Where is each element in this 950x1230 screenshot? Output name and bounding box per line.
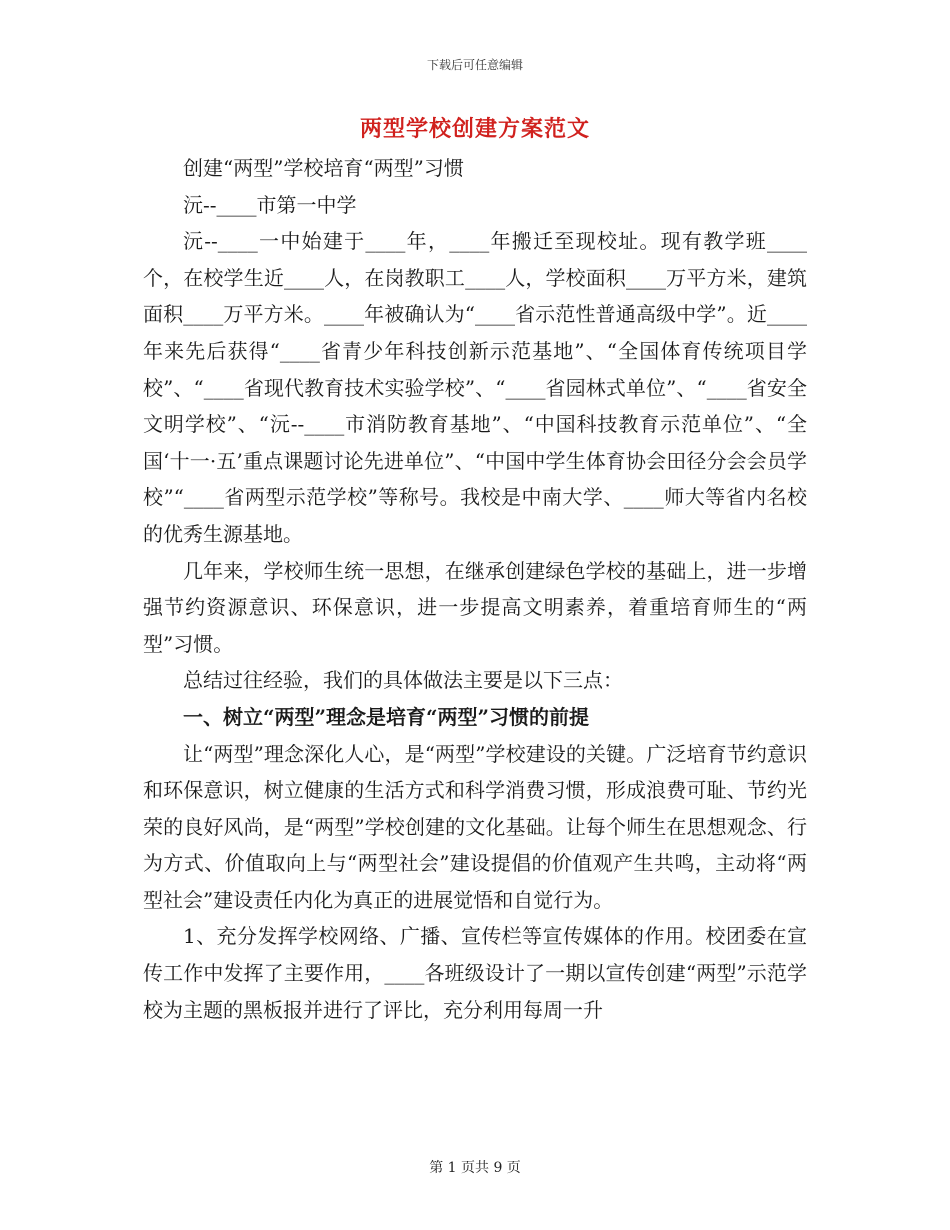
header-note: 下载后可任意编辑 [426,58,523,72]
paragraph-summary: 总结过往经验，我们的具体做法主要是以下三点： [183,668,623,693]
paragraph-school-name: 沅--____市第一中学 [183,192,357,217]
paragraph-subtitle: 创建“两型”学校培育“两型”习惯 [183,156,464,180]
paragraph-item-1: 1、充分发挥学校网络、广播、宣传栏等宣传媒体的作用。校团委在宣传工作中发挥了主要作用，____各班级设计了一期以宣传创建“两型”示范学校为主题的黑板报并进行了评比，充分利用每周一升 [143,924,807,1022]
paragraph-concept: 让“两型”理念深化人心，是“两型”学校建设的关键。广泛培育节约意识和环保意识，树立健康的生活方式和科学消费习惯，形成浪费可耻、节约光荣的良好风尚，是“两型”学校创建的文化基础。让每个师生在思想观念、行为方式、价值取向上与“两型社会”建设提倡的价值观产生共鸣，主动将“两型社会”建设责任内化为真正的进展觉悟和自觉行为。 [143,741,807,912]
paragraph-recent-years: 几年来，学校师生统一思想，在继承创建绿色学校的基础上，进一步增强节约资源意识、环保意识，进一步提高文明素养，着重培育师生的“两型”习惯。 [143,558,807,656]
paragraph-school-intro: 沅--____一中始建于____年，____年搬迁至现校址。现有教学班____个，在校学生近____人，在岗教职工____人，学校面积____万平方米，建筑面积____万平方米。____年被确认为“____省示范性普通高级中学”。近____年来先后获得“____省青少年科技创新示范基地”、“全国体育传统项目学校”、“____省现代教育技术实验学校”、“____省园林式单位”、“____省安全文明学校”、“沅--____市消防教育基地”、“中国科技教育示范单位”、“全国‘十一·五’重点课题讨论先进单位”、“中国中学生体育协会田径分会会员学校”“____省两型示范学校”等称号。我校是中南大学、____师大等省内名校的优秀生源基地。 [143,229,807,546]
section-heading-1: 一、树立“两型”理念是培育“两型”习惯的前提 [183,704,590,729]
page-footer: 第 1 页共 9 页 [429,1160,521,1176]
document-title: 两型学校创建方案范文 [359,116,590,142]
document-body [143,150,807,1028]
